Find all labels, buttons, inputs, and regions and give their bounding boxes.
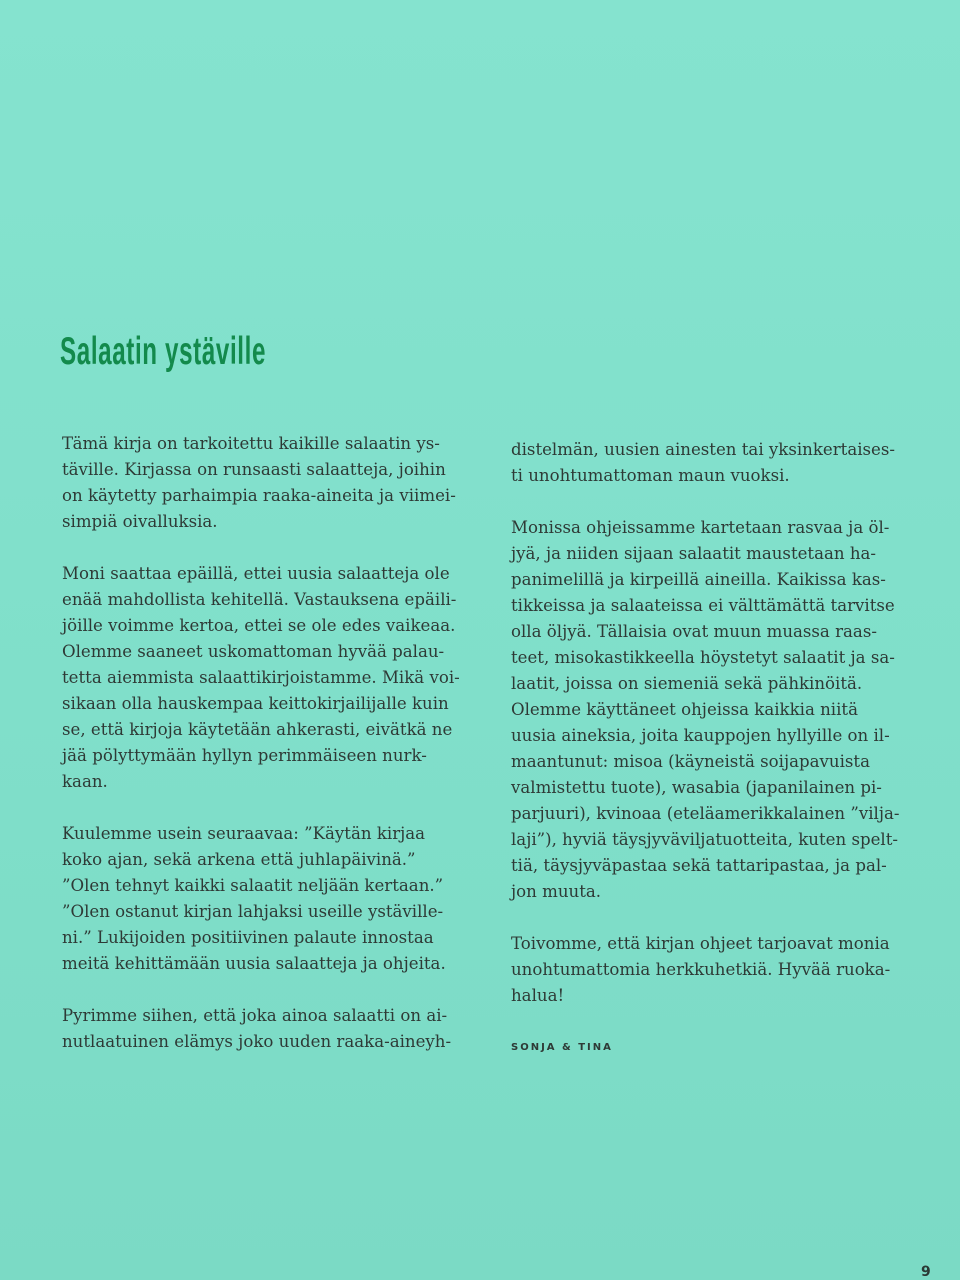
page-title: Salaatin ystäville: [60, 330, 267, 373]
text-line: olla öljyä. Tällaisia ovat muun muassa raas-: [511, 622, 877, 641]
text-line: laatit, joissa on siemeniä sekä pähkinöitä.: [511, 674, 863, 693]
text-line: laji”), hyviä täysjyväviljatuotteita, kuten spelt-: [511, 830, 898, 849]
text-line: meitä kehittämään uusia salaatteja ja ohjeita.: [62, 954, 446, 973]
left-text-column: [62, 431, 492, 1081]
paragraph: [511, 437, 921, 489]
text-line: nutlaatuinen elämys joko uuden raaka-aineyh-: [62, 1032, 452, 1051]
text-line: Pyrimme siihen, että joka ainoa salaatti on ai-: [62, 1006, 448, 1025]
text-line: tiä, täysjyväpastaa sekä tattaripastaa, ja pal-: [511, 856, 887, 875]
text-line: Kuulemme usein seuraavaa: ”Käytän kirjaa: [62, 824, 426, 843]
text-line: on käytetty parhaimpia raaka-aineita ja viimei-: [62, 486, 456, 505]
text-line: valmistettu tuote), wasabia (japanilainen pi-: [511, 778, 882, 797]
text-line: kaan.: [62, 772, 108, 791]
right-text-column: [511, 437, 921, 1061]
text-line: Monissa ohjeissamme kartetaan rasvaa ja öl-: [511, 518, 890, 537]
page-number: 9: [921, 1264, 931, 1280]
text-line: uusia aineksia, joita kauppojen hyllyille on il-: [511, 726, 890, 745]
text-line: jyä, ja niiden sijaan salaatit maustetaan ha-: [511, 544, 877, 563]
text-line: täville. Kirjassa on runsaasti salaatteja, joihin: [62, 460, 446, 479]
text-line: panimelillä ja kirpeillä aineilla. Kaikissa kas-: [511, 570, 886, 589]
text-line: tetta aiemmista salaattikirjoistamme. Mikä voi-: [62, 668, 460, 687]
text-line: enää mahdollista kehitellä. Vastauksena epäili-: [62, 590, 457, 609]
text-line: simpiä oivalluksia.: [62, 512, 218, 531]
text-line: koko ajan, sekä arkena että juhlapäivinä.”: [62, 850, 416, 869]
text-line: tikkeissa ja salaateissa ei välttämättä tarvitse: [511, 596, 895, 615]
text-line: maantunut: misoa (käyneistä soijapavuista: [511, 752, 870, 771]
paragraph: [62, 1003, 492, 1055]
text-line: Moni saattaa epäillä, ettei uusia salaatteja ole: [62, 564, 450, 583]
paragraph: [62, 561, 492, 795]
text-line: jöille voimme kertoa, ettei se ole edes vaikeaa.: [62, 616, 456, 635]
text-line: ”Olen ostanut kirjan lahjaksi useille ystäville-: [62, 902, 444, 921]
text-line: ni.” Lukijoiden positiivinen palaute innostaa: [62, 928, 434, 947]
text-line: ti unohtumattoman maun vuoksi.: [511, 466, 790, 485]
text-line: teet, misokastikkeella höystetyt salaatit ja sa-: [511, 648, 895, 667]
text-line: Toivomme, että kirjan ohjeet tarjoavat monia: [511, 934, 890, 953]
text-line: Olemme käyttäneet ohjeissa kaikkia niitä: [511, 700, 858, 719]
text-line: jon muuta.: [511, 882, 602, 901]
text-line: halua!: [511, 986, 565, 1005]
text-line: distelmän, uusien ainesten tai yksinkertaises-: [511, 440, 895, 459]
paragraph: [511, 515, 921, 905]
text-line: se, että kirjoja käytetään ahkerasti, eivätkä ne: [62, 720, 453, 739]
text-line: Tämä kirja on tarkoitettu kaikille salaatin ys-: [62, 434, 440, 453]
text-line: sikaan olla hauskempaa keittokirjailijalle kuin: [62, 694, 449, 713]
author-signature: SONJA & TINA: [511, 1042, 613, 1053]
text-line: unohtumattomia herkkuhetkiä. Hyvää ruoka-: [511, 960, 891, 979]
text-line: jää pölyttymään hyllyn perimmäiseen nurk-: [62, 746, 427, 765]
paragraph: [62, 821, 492, 977]
paragraph: [511, 931, 921, 1009]
text-line: parjuuri), kvinoaa (eteläamerikkalainen ”vilja-: [511, 804, 900, 823]
text-line: Olemme saaneet uskomattoman hyvää palau-: [62, 642, 445, 661]
text-line: ”Olen tehnyt kaikki salaatit neljään kertaan.”: [62, 876, 444, 895]
paragraph: [62, 431, 492, 535]
